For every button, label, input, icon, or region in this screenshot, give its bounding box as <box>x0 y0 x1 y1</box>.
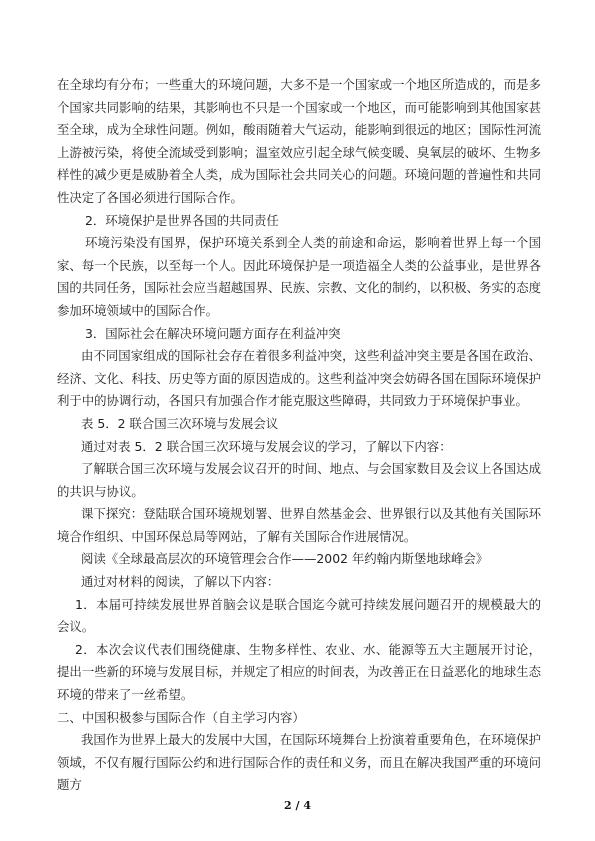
paragraph-intro: 在全球均有分布；一些重大的环境问题，大多不是一个国家或一个地区所造成的，而是多个国家共同影响的结果，其影响也不只是一个国家或一个地区，而可能影响到其他国家甚至全球，成为全球性问题。例如，酸雨随着大气运动，能影响到很远的地区；国际性河流上游被污染，将使全流域受到影响；温室效应引起全球气候变暖、臭氧层的破坏、生物多样性的减少更是威胁着全人类，成为国际社会共同关心的问题。环境问题的普遍性和共同性决定了各国必须进行国际合作。 <box>57 77 541 205</box>
section-heading-3: 3．国际社会在解决环境问题方面存在利益冲突 <box>85 325 341 341</box>
paragraph-china-role: 我国作为世界上最大的发展中大国，在国际环境舞台上扮演着重要角色，在环境保护领域，不仅有履行国际公约和进行国际合作的责任和义务，而且在解决我国严重的环境问题方 <box>57 732 541 793</box>
paragraph-learn-conferences: 了解联合国三次环境与发展会议召开的时间、地点、与会国家数目及会议上各国达成的共识与协议。 <box>57 461 541 499</box>
paragraph-reading-intro: 通过对材料的阅读，了解以下内容： <box>81 574 280 590</box>
page-number: 2 / 4 <box>284 799 311 812</box>
paragraph-interest-conflicts: 由不同国家组成的国际社会存在着很多利益冲突，这些利益冲突主要是各国在政治、经济、文化、科技、历史等方面的原因造成的。这些利益冲突会妨碍各国在国际环境保护利于中的协调行动，各国只有加强合作才能克服这些障碍，共同致力于环境保护事业。 <box>57 348 541 409</box>
list-item-2: 2．本次会议代表们围绕健康、生物多样性、农业、水、能源等五大主题展开讨论，提出一些新的环境与发展目标，并规定了相应的时间表，为改善正在日益恶化的地球生态环境的带来了一丝希望。 <box>57 641 541 703</box>
body-text <box>57 74 541 797</box>
section-heading-2: 2．环境保护是世界各国的共同责任 <box>85 212 279 228</box>
list-item-1: 1．本届可持续发展世界首脑会议是联合国迄今就可持续发展问题召开的规模最大的会议。 <box>57 596 541 635</box>
paragraph-reading-title: 阅读《全球最高层次的环境管理会合作——2002 年约翰内斯堡地球峰会》 <box>81 551 489 567</box>
paragraph-after-class-inquiry: 课下探究：登陆联合国环境规划署、世界自然基金会、世界银行以及其他有关国际环境合作组织、中国环保总局等网站，了解有关国际合作进展情况。 <box>57 506 541 544</box>
section-heading-china: 二、中国积极参与国际合作（自主学习内容） <box>57 709 305 725</box>
paragraph-environmental-responsibility: 环境污染没有国界，保护环境关系到全人类的前途和命运，影响着世界上每一个国家、每一个民族，以至每一个人。因此环境保护是一项造福全人类的公益事业，是世界各国的共同任务，国际社会应当超越国界、民族、宗教、文化的制约，以积极、务实的态度参加环境领域中的国际合作。 <box>57 235 541 318</box>
table-caption: 表 5．2 联合国三次环境与发展会议 <box>81 415 279 431</box>
paragraph-table-study: 通过对表 5．2 联合国三次环境与发展会议的学习，了解以下内容： <box>81 438 452 454</box>
